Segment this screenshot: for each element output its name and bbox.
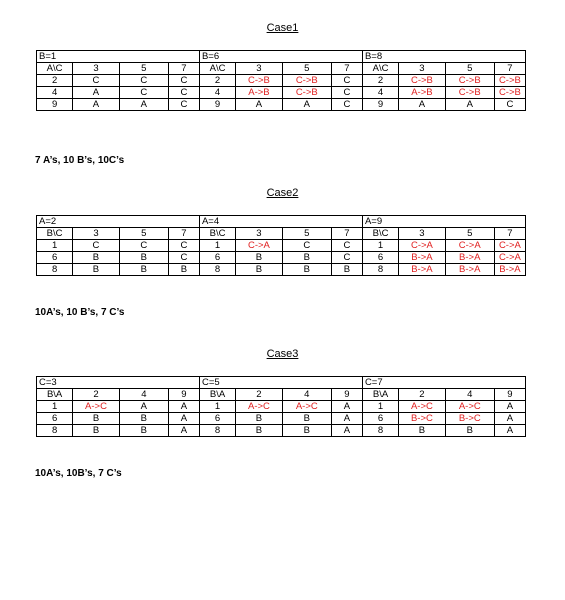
table-cell: B (236, 425, 283, 437)
table-cell: A->C (236, 401, 283, 413)
table-cell: 1 (199, 240, 235, 252)
table-cell: B (282, 425, 331, 437)
table-cell: A->C (445, 401, 494, 413)
table-cell: A (399, 99, 446, 111)
table-cell: 4 (119, 389, 168, 401)
table-cell: C->B (494, 87, 525, 99)
table-cell: B (73, 425, 120, 437)
table-cell: 5 (282, 228, 331, 240)
table-cell: C (73, 240, 120, 252)
table-cell: C (331, 99, 362, 111)
table-cell: C->B (236, 75, 283, 87)
case3-summary: 10A’s, 10B’s, 7 C’s (35, 468, 122, 479)
table-cell: C->A (494, 240, 525, 252)
table-cell: A (331, 401, 362, 413)
table-cell: A->C (282, 401, 331, 413)
case3-table (36, 376, 526, 437)
table-cell: A (282, 99, 331, 111)
table-cell: C (282, 240, 331, 252)
table-cell: 2 (37, 75, 73, 87)
table-row (37, 75, 526, 87)
table-cell: 5 (282, 63, 331, 75)
table-cell: A->B (236, 87, 283, 99)
table-cell: 4 (199, 87, 235, 99)
table-cell: C (331, 87, 362, 99)
table-cell: 1 (362, 240, 398, 252)
table-cell: 8 (199, 264, 235, 276)
table-cell: 9 (199, 99, 235, 111)
table-cell: C (73, 75, 120, 87)
table-cell: B (399, 425, 446, 437)
table-cell: C (331, 252, 362, 264)
table-cell: C (331, 240, 362, 252)
table-cell: 7 (494, 63, 525, 75)
table-cell: A (494, 401, 525, 413)
table-cell: C->B (282, 87, 331, 99)
table-cell: B\C (362, 228, 398, 240)
table-cell: 5 (119, 228, 168, 240)
table-cell: A (168, 413, 199, 425)
table-cell: 6 (37, 252, 73, 264)
table-cell: 9 (37, 99, 73, 111)
table-cell: B\C (199, 228, 235, 240)
table-row (37, 240, 526, 252)
case2-summary: 10A’s, 10 B’s, 7 C’s (35, 307, 125, 318)
table-cell: C (119, 87, 168, 99)
table-cell: A (494, 413, 525, 425)
table-cell: B (168, 264, 199, 276)
table-cell: 1 (37, 401, 73, 413)
table-cell: A (445, 99, 494, 111)
table-cell: 8 (362, 425, 398, 437)
block-header: B=8 (362, 51, 525, 63)
case2-table (36, 215, 526, 276)
table-cell: 6 (37, 413, 73, 425)
table-cell: 3 (236, 63, 283, 75)
table-cell: A (168, 425, 199, 437)
table-cell: 3 (399, 63, 446, 75)
table-cell: 4 (362, 87, 398, 99)
table-cell: B (73, 413, 120, 425)
block-header: C=3 (37, 377, 200, 389)
case1-table (36, 50, 526, 111)
table-cell: C->B (494, 75, 525, 87)
table-cell: A (119, 401, 168, 413)
table-cell: 7 (331, 63, 362, 75)
table-cell: 7 (331, 228, 362, 240)
table-cell: B (282, 252, 331, 264)
table-cell: 4 (445, 389, 494, 401)
table-cell: B (236, 413, 283, 425)
table-row (37, 264, 526, 276)
table-cell: B (445, 425, 494, 437)
table-row (37, 216, 526, 228)
block-header: B=1 (37, 51, 200, 63)
table-cell: B (119, 413, 168, 425)
table-cell: C (119, 240, 168, 252)
table-cell: 5 (445, 63, 494, 75)
table-cell: C->B (445, 75, 494, 87)
table-cell: B (282, 264, 331, 276)
table-cell: C->A (236, 240, 283, 252)
table-cell: A (119, 99, 168, 111)
table-cell: A (73, 99, 120, 111)
table-cell: A (73, 87, 120, 99)
table-cell: 6 (199, 252, 235, 264)
table-cell: 3 (399, 228, 446, 240)
table-row (37, 51, 526, 63)
table-cell: B (119, 425, 168, 437)
table-row (37, 389, 526, 401)
table-cell: C (119, 75, 168, 87)
table-cell: 1 (199, 401, 235, 413)
table-cell: C (168, 99, 199, 111)
table-row (37, 87, 526, 99)
table-cell: 5 (445, 228, 494, 240)
table-cell: B->C (445, 413, 494, 425)
table-cell: 9 (362, 99, 398, 111)
table-cell: 3 (236, 228, 283, 240)
table-cell: A->C (73, 401, 120, 413)
table-cell: 8 (199, 425, 235, 437)
table-cell: 3 (73, 228, 120, 240)
table-cell: 9 (331, 389, 362, 401)
table-cell: 2 (362, 75, 398, 87)
table-cell: 1 (362, 401, 398, 413)
table-cell: A\C (199, 63, 235, 75)
table-cell: B (119, 252, 168, 264)
table-cell: 9 (168, 389, 199, 401)
table-cell: 8 (37, 264, 73, 276)
case2-title: Case2 (266, 187, 299, 199)
table-cell: C->B (399, 75, 446, 87)
table-cell: A\C (37, 63, 73, 75)
table-row (37, 63, 526, 75)
case1-summary: 7 A’s, 10 B’s, 10C’s (35, 155, 125, 166)
table-cell: B\C (37, 228, 73, 240)
table-cell: 7 (168, 228, 199, 240)
table-cell: C (168, 87, 199, 99)
table-cell: C (168, 240, 199, 252)
table-cell: 8 (362, 264, 398, 276)
table-row (37, 252, 526, 264)
table-row (37, 228, 526, 240)
block-header: B=6 (199, 51, 362, 63)
table-cell: B->C (399, 413, 446, 425)
table-cell: A (236, 99, 283, 111)
table-cell: 5 (119, 63, 168, 75)
table-row (37, 401, 526, 413)
table-row (37, 425, 526, 437)
table-cell: 2 (399, 389, 446, 401)
table-cell: 2 (73, 389, 120, 401)
block-header: A=2 (37, 216, 200, 228)
table-cell: B (236, 252, 283, 264)
table-cell: 3 (73, 63, 120, 75)
table-cell: C (168, 75, 199, 87)
table-cell: A\C (362, 63, 398, 75)
table-cell: B (119, 264, 168, 276)
table-cell: B->A (399, 264, 446, 276)
table-cell: C->B (282, 75, 331, 87)
table-cell: B->A (399, 252, 446, 264)
table-cell: C->A (399, 240, 446, 252)
table-cell: A->C (399, 401, 446, 413)
table-cell: A->B (399, 87, 446, 99)
table-cell: B (331, 264, 362, 276)
block-header: A=4 (199, 216, 362, 228)
table-cell: 4 (282, 389, 331, 401)
table-cell: 1 (37, 240, 73, 252)
table-cell: A (494, 425, 525, 437)
block-header: C=5 (199, 377, 362, 389)
table-cell: B->A (445, 252, 494, 264)
table-cell: B->A (494, 264, 525, 276)
table-cell: A (168, 401, 199, 413)
table-cell: 2 (199, 75, 235, 87)
table-cell: B\A (199, 389, 235, 401)
table-cell: B\A (362, 389, 398, 401)
table-row (37, 377, 526, 389)
table-cell: 6 (362, 252, 398, 264)
table-cell: C->B (445, 87, 494, 99)
table-cell: B\A (37, 389, 73, 401)
table-cell: A (331, 413, 362, 425)
table-cell: 9 (494, 389, 525, 401)
table-cell: B (236, 264, 283, 276)
case3-title: Case3 (266, 348, 299, 360)
table-cell: 7 (494, 228, 525, 240)
table-cell: 6 (199, 413, 235, 425)
table-cell: C (168, 252, 199, 264)
table-row (37, 413, 526, 425)
block-header: C=7 (362, 377, 525, 389)
table-cell: 8 (37, 425, 73, 437)
table-cell: C->A (494, 252, 525, 264)
table-cell: 4 (37, 87, 73, 99)
table-cell: C->A (445, 240, 494, 252)
table-cell: B->A (445, 264, 494, 276)
table-row (37, 99, 526, 111)
table-cell: B (73, 264, 120, 276)
table-cell: C (494, 99, 525, 111)
table-cell: C (331, 75, 362, 87)
block-header: A=9 (362, 216, 525, 228)
table-cell: B (282, 413, 331, 425)
table-cell: 6 (362, 413, 398, 425)
table-cell: A (331, 425, 362, 437)
case1-title: Case1 (266, 22, 299, 34)
table-cell: B (73, 252, 120, 264)
table-cell: 7 (168, 63, 199, 75)
table-cell: 2 (236, 389, 283, 401)
